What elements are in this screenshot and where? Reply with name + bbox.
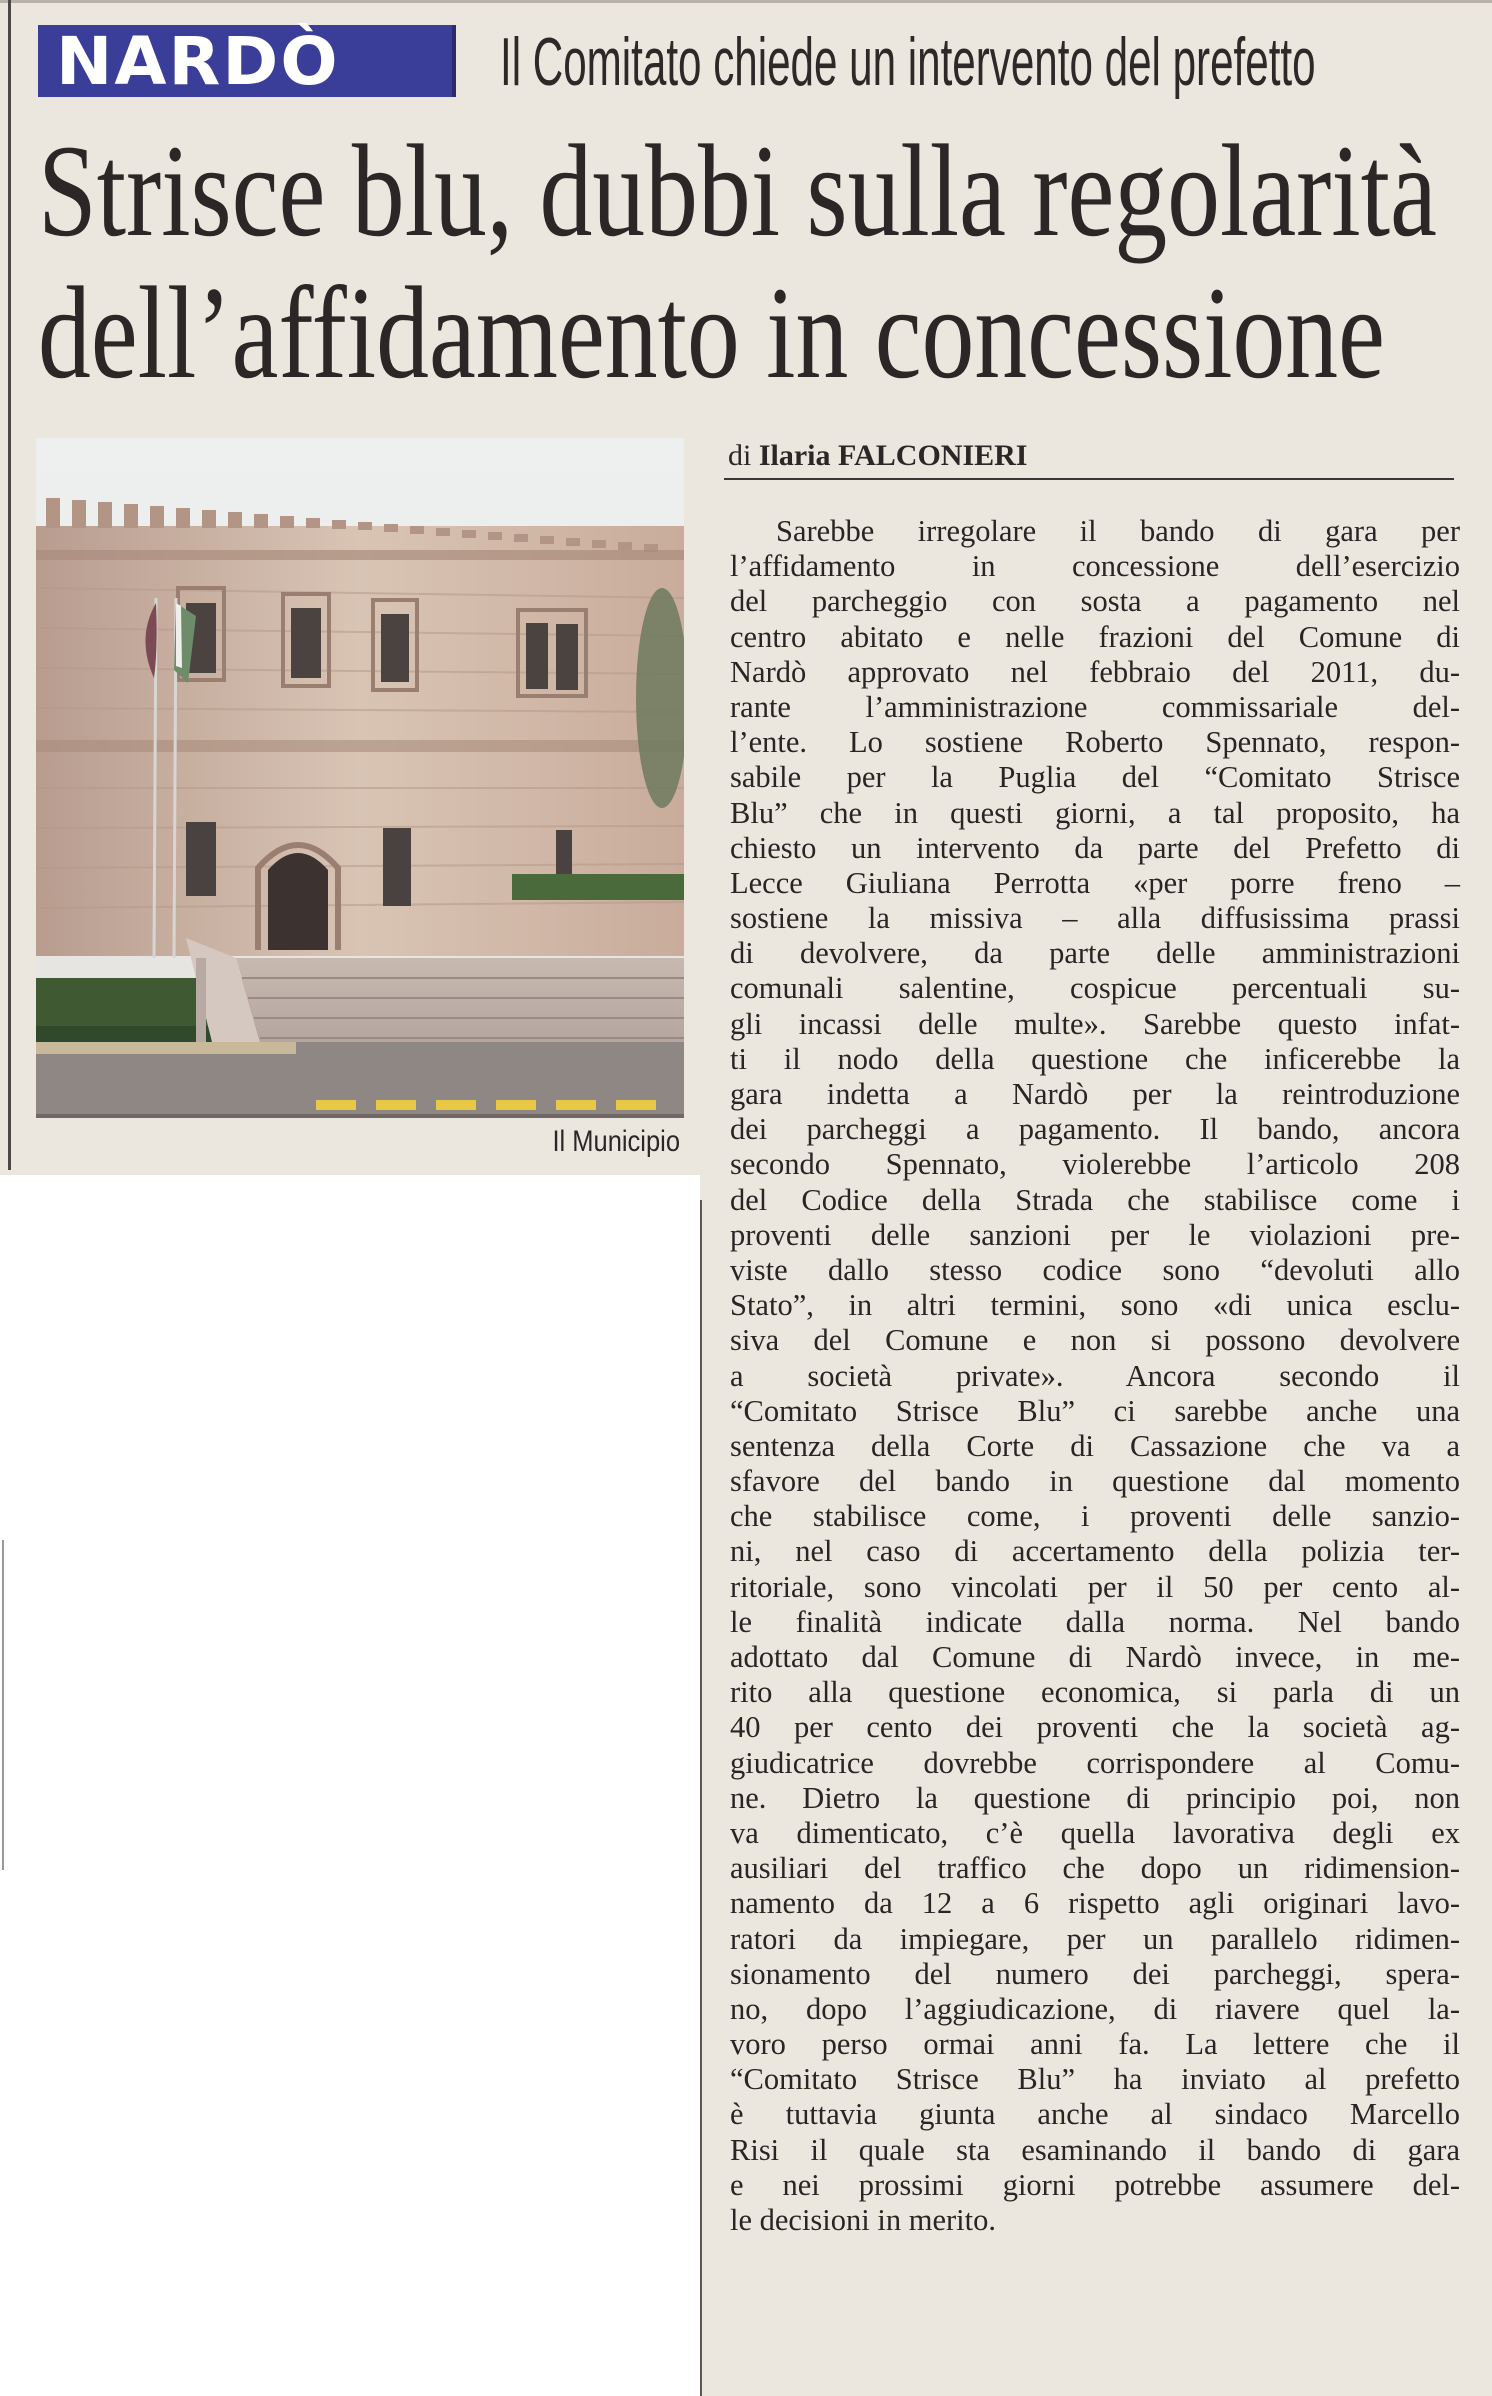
article-line: Risi il quale sta esaminando il bando di gara xyxy=(730,2132,1460,2167)
article-line: che stabilisce come, i proventi delle sanzio- xyxy=(730,1499,1460,1534)
article-line: Sarebbe irregolare il bando di gara per xyxy=(776,514,1460,548)
article-line: namento da 12 a 6 rispetto agli originari lavo- xyxy=(730,1886,1460,1921)
article-line: Blu” che in questi giorni, a tal proposito, ha xyxy=(730,795,1460,830)
article-line: chiesto un intervento da parte del Prefetto di xyxy=(730,830,1460,865)
article-line: le decisioni in merito. xyxy=(730,2203,996,2237)
subheadline: Il Comitato chiede un intervento del prefetto xyxy=(500,24,1316,100)
article-line: ni, nel caso di accertamento della polizia ter- xyxy=(730,1534,1460,1569)
photo-caption: Il Municipio xyxy=(552,1125,680,1158)
article-line: sfavore del bando in questione dal momento xyxy=(730,1464,1460,1499)
article-line: sabile per la Puglia del “Comitato Strisce xyxy=(730,760,1460,795)
article-line: centro abitato e nelle frazioni del Comune di xyxy=(730,619,1460,654)
article-line: ritoriale, sono vincolati per il 50 per cento al- xyxy=(730,1569,1460,1604)
column-divider-rule xyxy=(700,1200,702,2396)
article-line: no, dopo l’aggiudicazione, di riavere quel la- xyxy=(730,1991,1460,2026)
article-line: ausiliari del traffico che dopo un ridimension- xyxy=(730,1851,1460,1886)
article-line: l’ente. Lo sostiene Roberto Spennato, respon- xyxy=(730,725,1460,760)
article-line: voro perso ormai anni fa. La lettere che il xyxy=(730,2027,1460,2062)
byline-rule xyxy=(724,478,1454,480)
article-line: 40 per cento dei proventi che la società ag- xyxy=(730,1710,1460,1745)
article-line: dei parcheggi a pagamento. Il bando, ancora xyxy=(730,1112,1460,1147)
left-edge-mark xyxy=(2,1540,4,1870)
byline xyxy=(728,436,1027,476)
article-line: “Comitato Strisce Blu” ha inviato al prefetto xyxy=(730,2062,1460,2097)
article-line: sionamento del numero dei parcheggi, spera- xyxy=(730,1956,1460,1991)
article-line: rito alla questione economica, si parla di un xyxy=(730,1675,1460,1710)
byline-prefix: di xyxy=(728,439,752,472)
article-line: ne. Dietro la questione di principio poi, non xyxy=(730,1780,1460,1815)
article-line: viste dallo stesso codice sono “devoluti allo xyxy=(730,1252,1460,1287)
article-line: adottato dal Comune di Nardò invece, in me- xyxy=(730,1640,1460,1674)
building-photo-illustration xyxy=(36,438,684,1118)
headline-line-2: dell’affidamento in concessione xyxy=(38,259,1385,406)
article-line: le finalità indicate dalla norma. Nel bando xyxy=(730,1604,1460,1639)
article-line: e nei prossimi giorni potrebbe assumere del- xyxy=(730,2167,1460,2202)
article-line: Stato”, in altri termini, sono «di unica esclu- xyxy=(730,1288,1460,1323)
article-line: del Codice della Strada che stabilisce come i xyxy=(730,1182,1460,1217)
headline-line-1: Strisce blu, dubbi sulla regolarità xyxy=(38,117,1437,264)
article-line: proventi delle sanzioni per le violazioni pre- xyxy=(730,1217,1460,1252)
article-line: sentenza della Corte di Cassazione che va a xyxy=(730,1428,1460,1463)
article-line: gli incassi delle multe». Sarebbe questo infat- xyxy=(730,1006,1460,1041)
article-line: secondo Spennato, violerebbe l’articolo 208 xyxy=(730,1147,1460,1182)
kicker-label: NARDÒ xyxy=(56,23,340,100)
article-line: del parcheggio con sosta a pagamento nel xyxy=(730,584,1460,619)
article-line: a società private». Ancora secondo il xyxy=(730,1358,1460,1393)
article-line: “Comitato Strisce Blu” ci sarebbe anche una xyxy=(730,1393,1460,1428)
article-line: giudicatrice dovrebbe corrispondere al Comu- xyxy=(730,1745,1460,1780)
article-line: ti il nodo della questione che inficerebbe la xyxy=(730,1041,1460,1076)
article-line: sostiene la missiva – alla diffusissima prassi xyxy=(730,901,1460,936)
article-line: gara indetta a Nardò per la reintroduzione xyxy=(730,1077,1460,1111)
headline xyxy=(38,117,1437,406)
article-line: rante l’amministrazione commissariale del- xyxy=(730,689,1460,724)
left-margin-rule xyxy=(8,0,11,1170)
article-line: ratori da impiegare, per un parallelo ridimen- xyxy=(730,1921,1460,1956)
article-line: Lecce Giuliana Perrotta «per porre freno – xyxy=(730,865,1460,900)
article-line: di devolvere, da parte delle amministrazioni xyxy=(730,936,1460,971)
article-line: comunali salentine, cospicue percentuali su- xyxy=(730,971,1460,1006)
byline-author: Ilaria FALCONIERI xyxy=(758,439,1028,472)
article-line: va dimenticato, c’è quella lavorativa degli ex xyxy=(730,1815,1460,1850)
article-line: siva del Comune e non si possono devolvere xyxy=(730,1323,1460,1358)
top-edge-rule xyxy=(0,0,1492,3)
article-line: l’affidamento in concessione dell’esercizio xyxy=(730,549,1460,584)
municipio-photo xyxy=(36,438,684,1118)
article-line: Nardò approvato nel febbraio del 2011, du- xyxy=(730,654,1460,689)
article-body xyxy=(730,514,1460,2238)
article-line: è tuttavia giunta anche al sindaco Marcello xyxy=(730,2097,1460,2132)
